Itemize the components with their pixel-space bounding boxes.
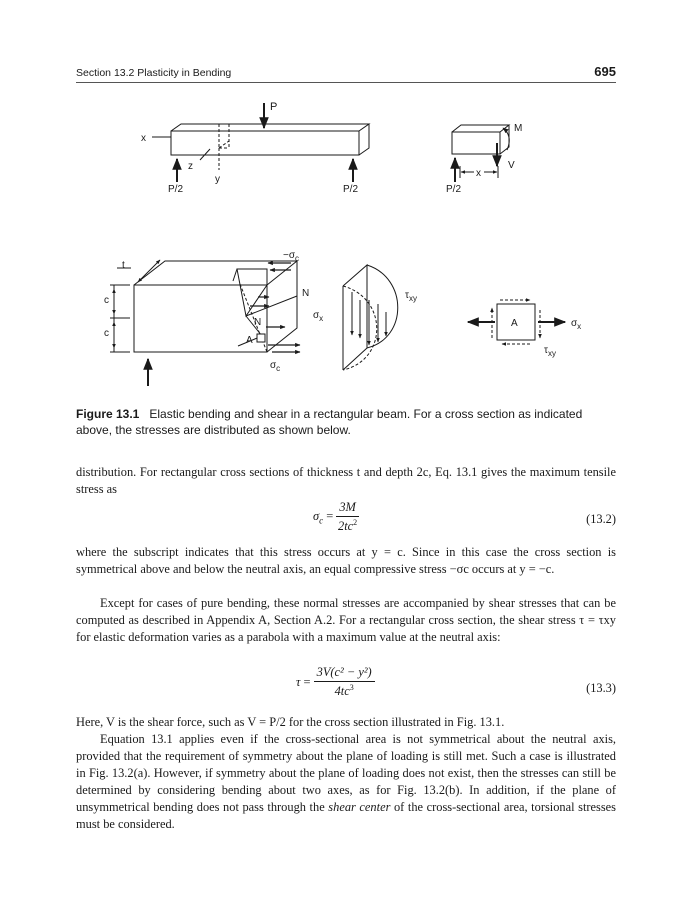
emphasis-shear-center: shear center (328, 800, 391, 814)
shear-distribution (343, 265, 398, 370)
label-x: x (141, 133, 146, 144)
beam-diagram (152, 124, 369, 170)
equation-13-3: τ = $\frac{\text{3V(c² − y²)}}{4tc^3}$ (296, 665, 375, 699)
label-x-segment: x (476, 168, 481, 179)
label-P: P (270, 101, 278, 113)
figure-caption (76, 406, 616, 438)
running-header: Section 13.2 Plasticity in Bending (76, 67, 232, 79)
label-N-top: N (302, 288, 310, 299)
label-c-top: c (104, 295, 109, 306)
label-sigma-c: $\sigma_c$ (270, 360, 281, 373)
equation-number-13-3: (13.3) (586, 681, 616, 695)
label-sigma-x: $\sigma_x$ (313, 310, 324, 323)
label-tau-xy-element: $\tau_{xy}$ (544, 345, 556, 358)
paragraph-4: Here, V is the shear force, such as V = P/2 for the cross section illustrated in Fig. 13.1. (76, 715, 505, 729)
paragraph-2: where the subscript indicates that this stress occurs at y = c. Since in this case the cross section is symmetrical above and below the neutral axis, an equal compressive stress −σc occurs at y = −c. (76, 545, 616, 576)
label-tau-xy: $\tau_{xy}$ (405, 290, 417, 303)
label-N-mid: N (254, 317, 262, 328)
label-p-half-segment: P/2 (446, 184, 462, 195)
label-p-half-right: P/2 (343, 184, 359, 195)
label-V: V (508, 160, 515, 171)
label-c-bottom: c (104, 328, 109, 339)
label-M: M (514, 123, 523, 134)
paragraph-5: Equation 13.1 applies even if the cross-sectional area is not symmetrical about the neutral axis, provided that the requirement of symmetry about the plane of loading is still met. Such a case is illustrated in Fig. 13.2(a). However, if symmetry about the plane of loading does not exist, then the stresses can still be determined by considering bending about two axes, as for Fig. 13.2(b). In addition, if the plane of unsymmetrical bending does not pass through the shear center of the cross-sectional area, torsional stresses must be considered. (76, 732, 616, 831)
label-A: A (246, 335, 253, 346)
label-z: z (188, 161, 193, 172)
label-A-element: A (511, 318, 518, 329)
label-sigma-x-element: $\sigma_x$ (571, 318, 582, 331)
paragraph-1: distribution. For rectangular cross sections of thickness t and depth 2c, Eq. 13.1 gives the maximum tensile stress as (76, 465, 616, 496)
equation-number-13-2: (13.2) (586, 512, 616, 526)
caption-label: Figure 13.1 (76, 407, 140, 421)
label-p-half-left: P/2 (168, 184, 184, 195)
caption-text: Elastic bending and shear in a rectangular beam. For a cross section as indicated above, the stresses are distributed as shown below. (76, 407, 583, 437)
paragraph-3: Except for cases of pure bending, these normal stresses are accompanied by shear stresses that can be computed as described in Appendix A, Section A.2. For a rectangular cross section, the shear stress τ = τxy for elastic deformation varies as a parabola with a maximum value at the neutral axis: (76, 596, 616, 644)
equation-13-2: $\sigma_c$ = $\frac{3M}{2tc^2}$ (313, 500, 358, 534)
figure-13-1 (0, 0, 690, 400)
label-minus-sigma-c: $-\sigma_c$ (283, 250, 300, 263)
label-t: t (122, 260, 125, 271)
page-number: 695 (594, 64, 616, 79)
label-y: y (215, 174, 220, 185)
